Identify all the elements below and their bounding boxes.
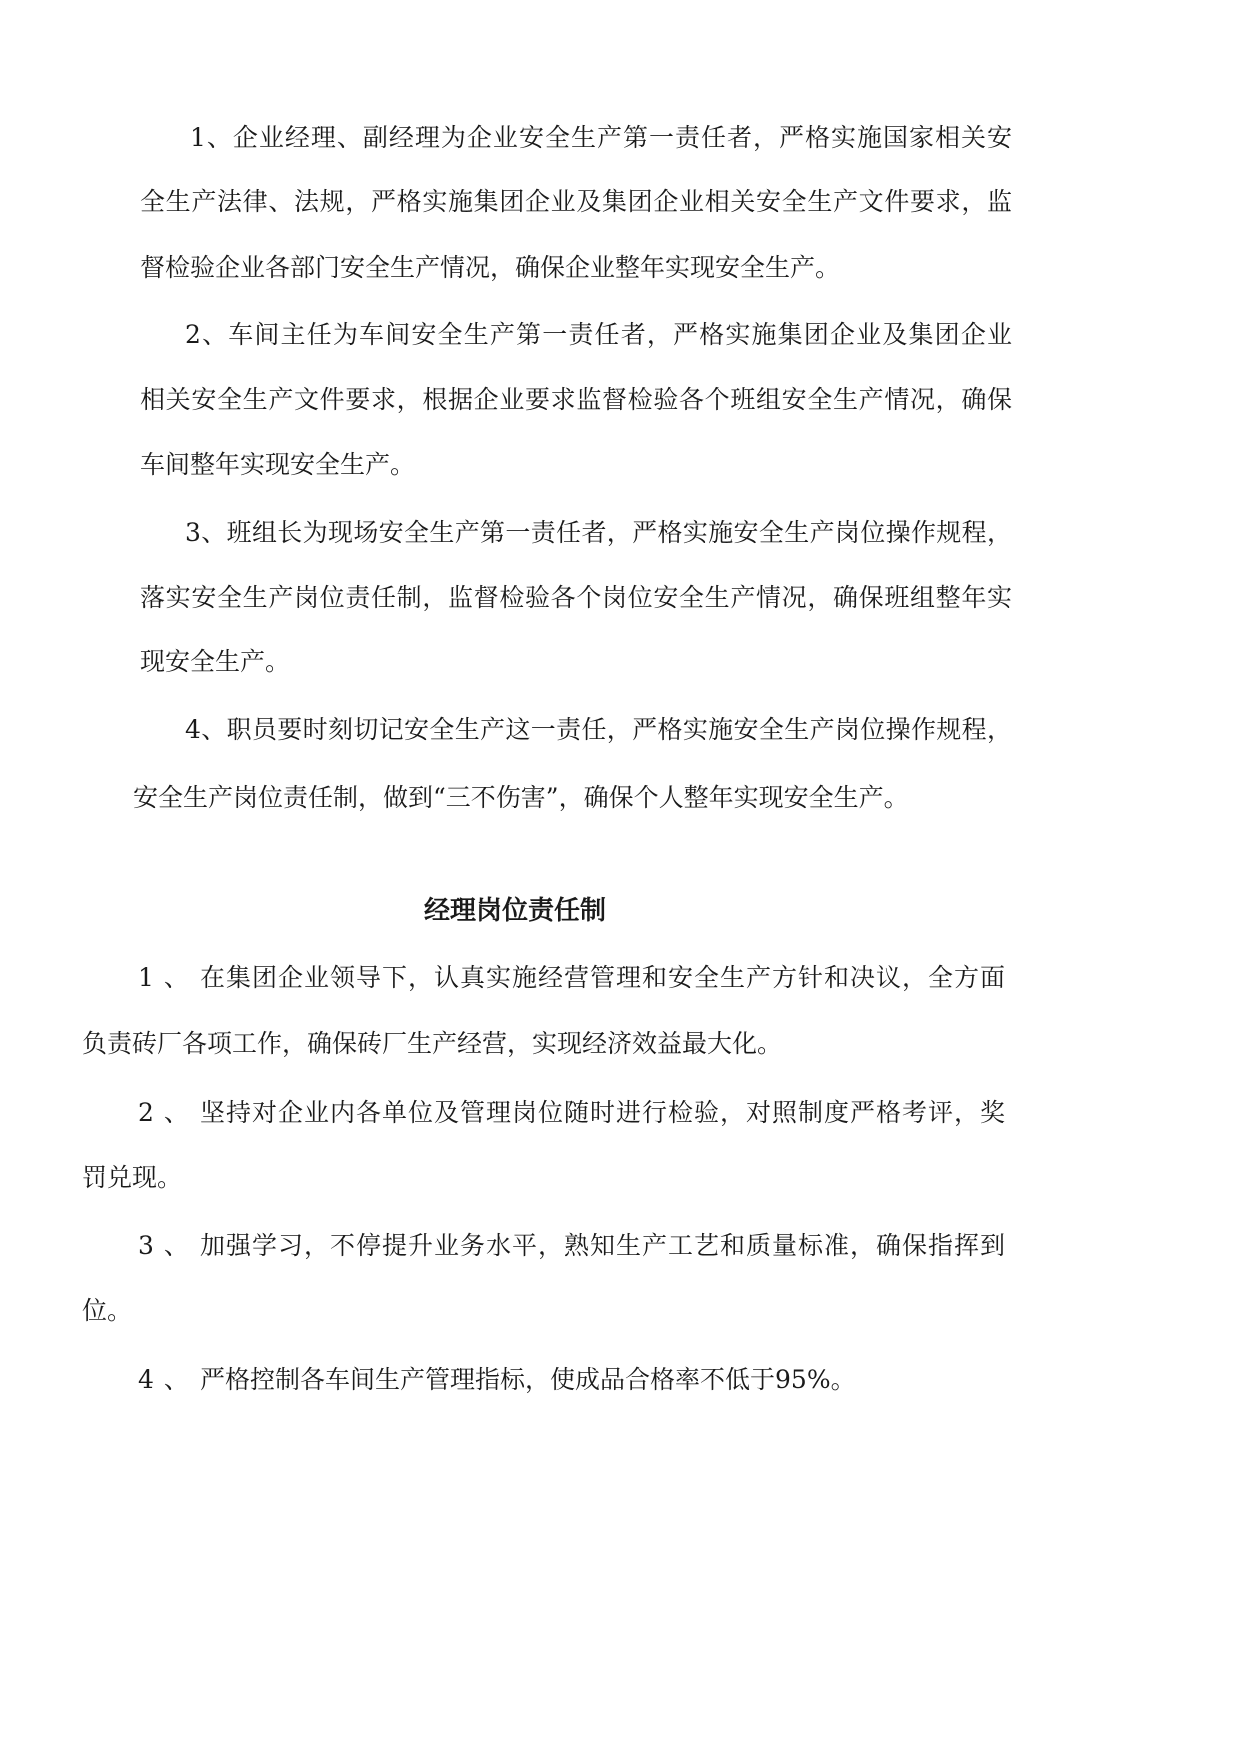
item-line: 负责砖厂各项工作，确保砖厂生产经营，实现经济效益最大化。 (82, 1029, 783, 1058)
paragraph-line: 相关安全生产文件要求，根据企业要求监督检验各个班组安全生产情况，确保 (140, 385, 1012, 414)
section-heading: 经理岗位责任制 (423, 896, 606, 926)
item-number: 3、 (138, 1231, 199, 1260)
item-line: 加强学习，不停提升业务水平，熟知生产工艺和质量标准，确保指挥到 (200, 1231, 1005, 1260)
paragraph-line: 现安全生产。 (140, 647, 291, 676)
item-line: 坚持对企业内各单位及管理岗位随时进行检验，对照制度严格考评，奖 (200, 1098, 1005, 1127)
paragraph-line: 安全生产岗位责任制，做到“三不伤害”，确保个人整年实现安全生产。 (133, 783, 909, 812)
item-line: 位。 (82, 1296, 133, 1325)
item-number: 1、 (138, 963, 199, 992)
item-line: 严格控制各车间生产管理指标，使成品合格率不低于95%。 (200, 1365, 856, 1394)
paragraph-line: 3、班组长为现场安全生产第一责任者，严格实施安全生产岗位操作规程， (185, 518, 1012, 547)
paragraph-line: 1、企业经理、副经理为企业安全生产第一责任者，严格实施国家相关安 (190, 123, 1012, 152)
paragraph-line: 4、职员要时刻切记安全生产这一责任，严格实施安全生产岗位操作规程， (185, 715, 1012, 744)
item-line: 罚兑现。 (82, 1163, 183, 1192)
item-line: 在集团企业领导下，认真实施经营管理和安全生产方针和决议，全方面 (200, 963, 1005, 992)
paragraph-line: 落实安全生产岗位责任制，监督检验各个岗位安全生产情况，确保班组整年实 (140, 583, 1012, 612)
paragraph-line: 全生产法律、法规，严格实施集团企业及集团企业相关安全生产文件要求，监 (140, 187, 1012, 216)
paragraph-line: 车间整年实现安全生产。 (140, 450, 416, 479)
item-number: 4、 (138, 1365, 199, 1394)
item-number: 2、 (138, 1098, 199, 1127)
paragraph-line: 2、车间主任为车间安全生产第一责任者，严格实施集团企业及集团企业 (185, 320, 1012, 349)
paragraph-line: 督检验企业各部门安全生产情况，确保企业整年实现安全生产。 (140, 253, 841, 282)
